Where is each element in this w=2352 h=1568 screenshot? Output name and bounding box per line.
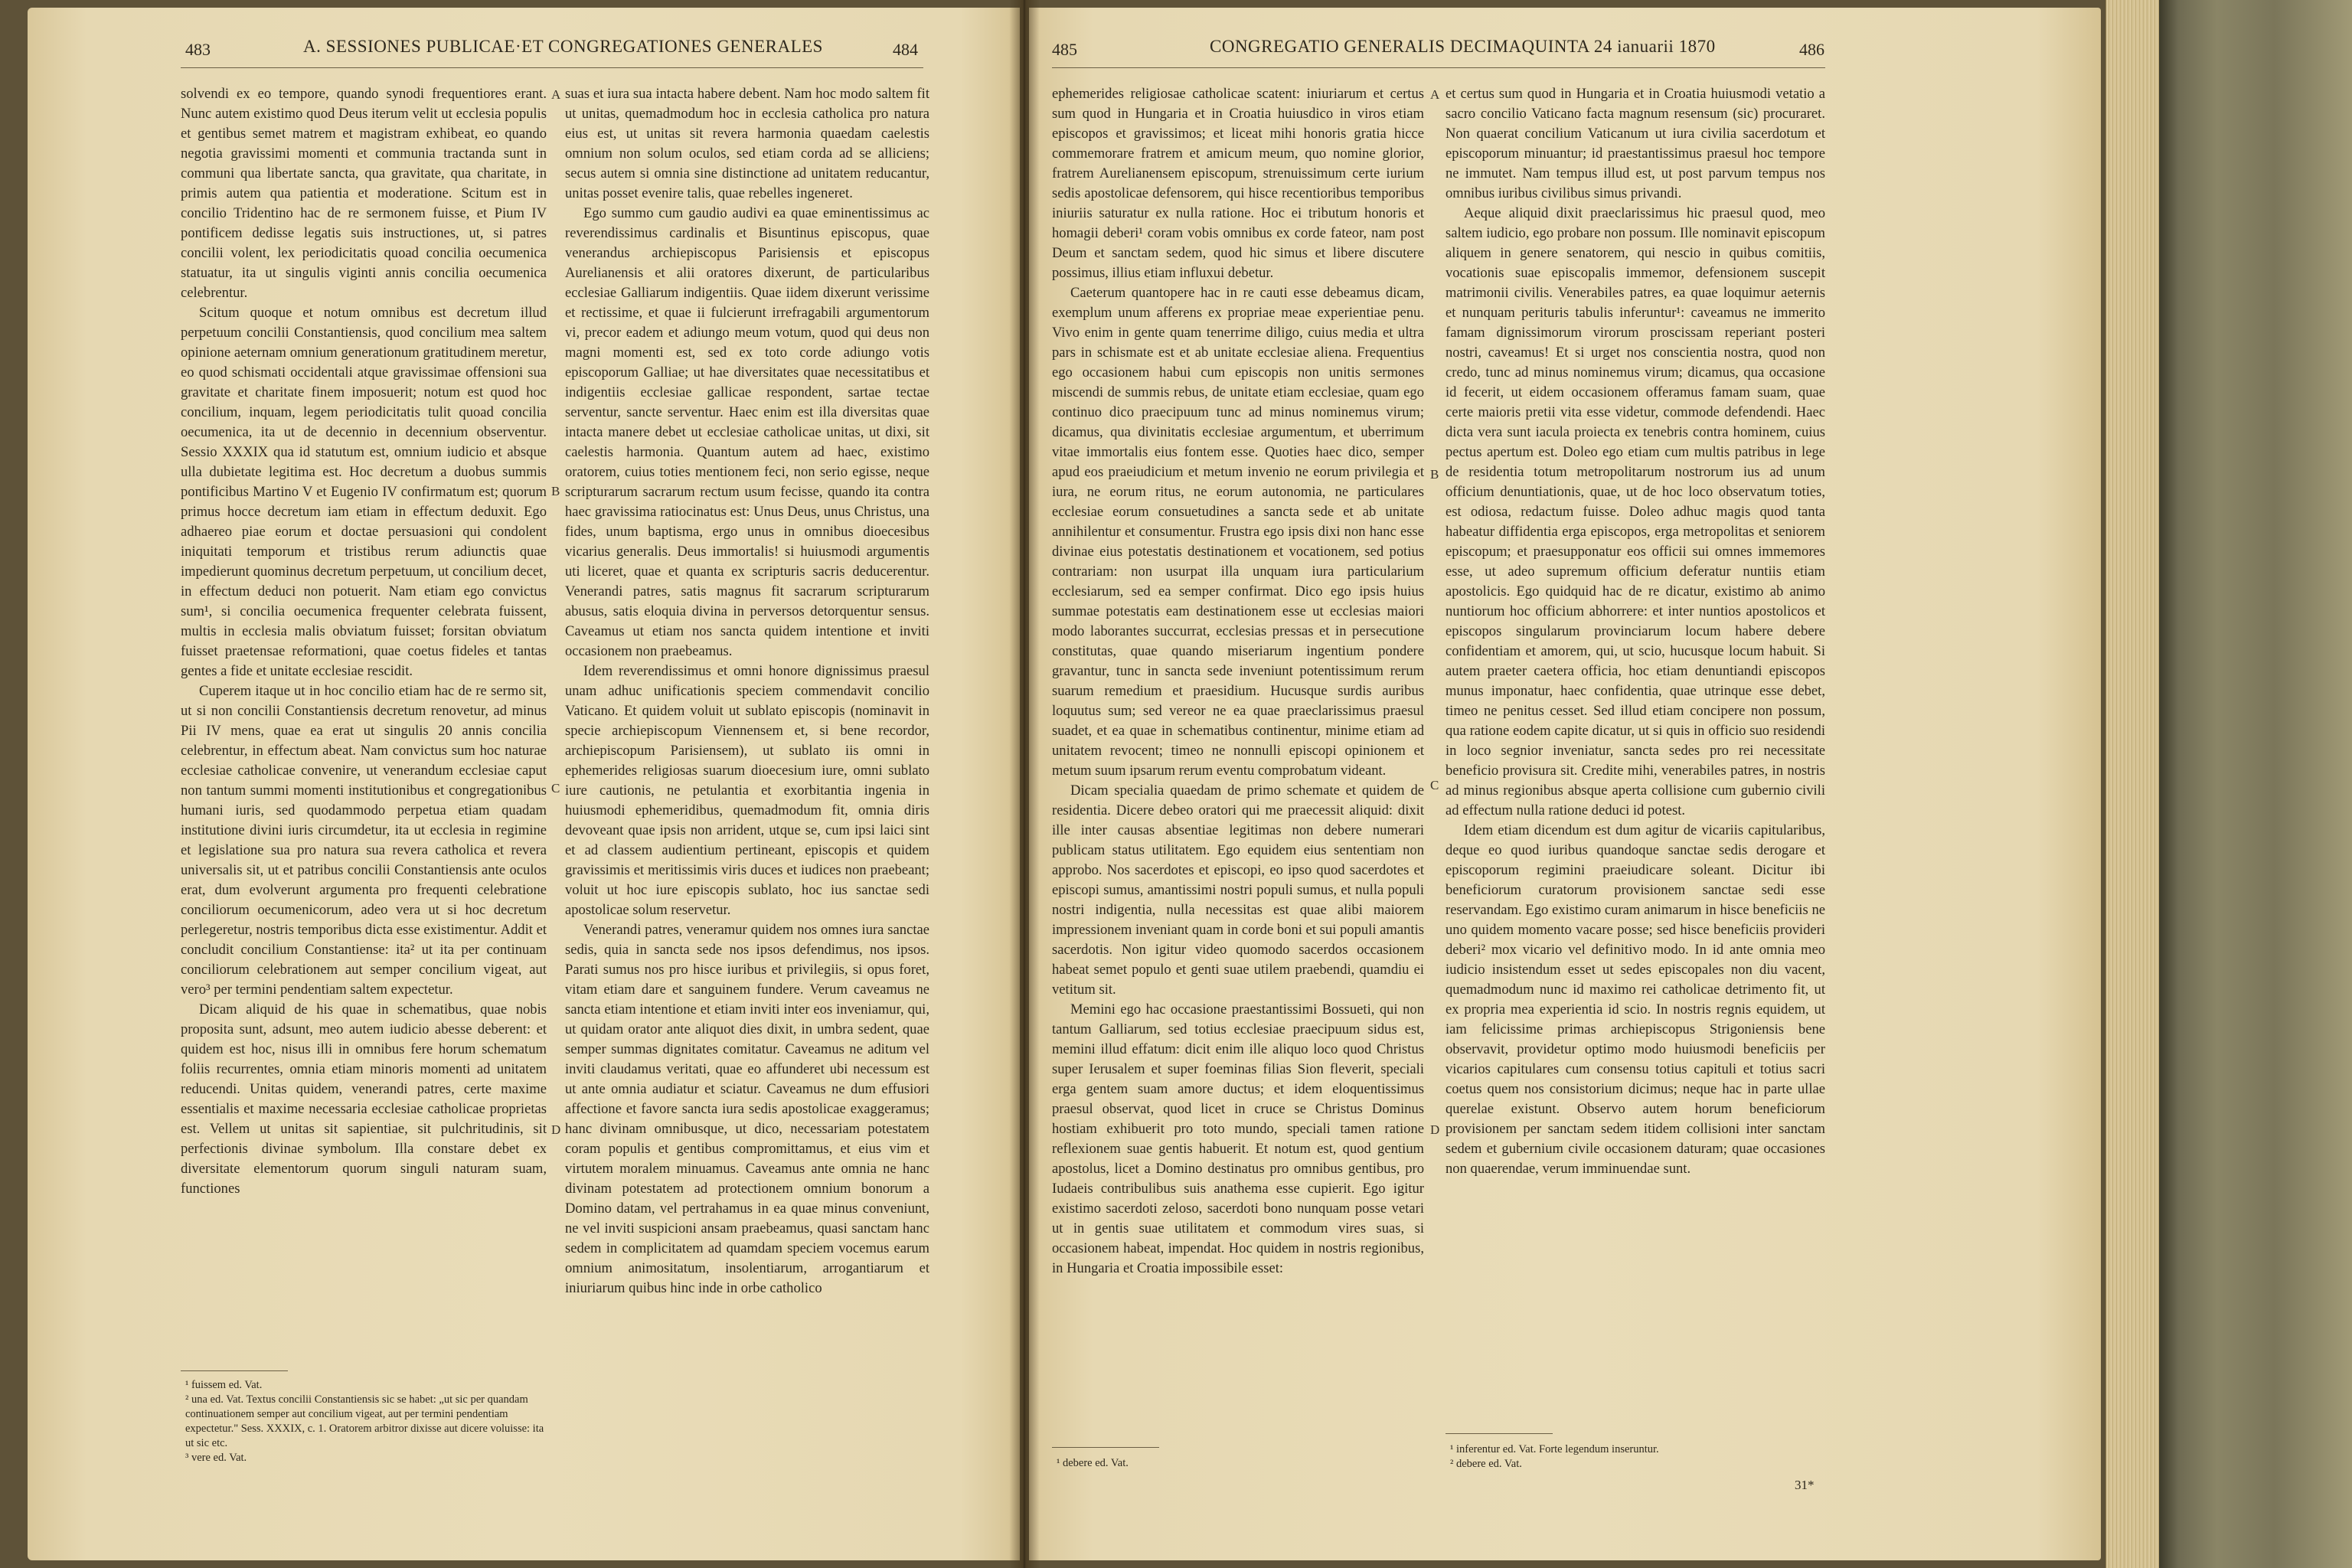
- section-marker: B: [551, 484, 560, 498]
- paragraph: Venerandi patres, veneramur quidem nos omnes iura sanctae sedis, quia in sancta sede nos ipsos defendimus, nos ipsos. Parati sumus nos pro hisce iuribus et privilegiis, si opus foret, vitam etiam dare et sanguinem fundere. Verum caveamus ne sancta etiam intentione et etiam inviti inter eos inveniamur, qui, ut quidam orator ante aliquot dies dixit, in umbra sedent, quae semper summas dignitates comitatur. Caveamus ne aditum vel inviti claudamus veritati, quae eo affunderet ubi necessum est ut ante omnia audiatur et sciatur. Caveamus ne dum effusiori affectione et favore sancta iura sedis apostolicae exaggeramus; hanc divinam omnibusque, ut dico, necessariam potestatem coram populis et gentibus compromittamus, et eius vim et virtutem moralem minuamus. Caveamus ante omnia ne hanc divinam potestatem ad protectionem omnium bonorum a Domino datam, vel pertrahamus in ea quae minus conveniunt, ne vel inviti suspicioni ansam praebeamus, quasi sanctam hanc sedem in complicitatem ad quamdam speciem vocemus earum omnium animositatum, insolentiarum, arrogantiarum et iniuriarum quibus hinc inde in orbe catholico: [565, 922, 929, 1296]
- section-marker: C: [551, 781, 560, 795]
- paragraph: et certus sum quod in Hungaria et in Croatia huiusmodi vetatio a sacro concilio Vaticano facta magnum resensum (sic) procuraret. Non quaerat concilium Vaticanum ut iura civilia sacerdotum et episcoporum minuantur; id praestantissimus praesul hoc tempore ne immutet. Nam tempus illud est, ut post parvum tempus nos omnibus iuribus civilibus simus privandi.: [1446, 86, 1825, 201]
- header-rule: [181, 67, 923, 68]
- page-number: 483: [185, 40, 211, 59]
- text-column-left: [181, 84, 547, 1199]
- footnote-rule: [1446, 1433, 1553, 1434]
- book-gutter: [1009, 0, 1040, 1568]
- footnote: ¹ fuissem ed. Vat.: [185, 1379, 263, 1391]
- section-marker: C: [1430, 778, 1439, 792]
- text-column-right: [565, 84, 929, 1298]
- paragraph: Caeterum quantopere hac in re cauti esse debeamus dicam, exemplum unum afferens ex propriae meae experientiae penu. Vivo enim in gente quam tenerrime diligo, cuius media et ultra pars in schismate est et ab unitate ecclesiae aliena. Frequentius ego occasionem habui cum episcopis non unitis sermones miscendi de summis rebus, de unitate etiam ecclesiae, quam ego continuo dico praecipuum tunc ad minus nominemus virum; dicamus, qua divinitatis ecclesiae argumentum, et uberrimum vitae immortalis eius fontem esse. Quoties haec dico, semper apud eos praeiudicium et metum invenio ne eorum privilegia et iura, ne eorum ritus, ne eorum autonomia, ne particulares ecclesiae eorum consuetudines a sancta sede et ab unitate annihilentur et consumentur. Frustra ego ipsis dixi non hanc esse divinae eius potestatis destinationem et vocationem, sed potius contrariam: non usurpat illa unquam iura particularium ecclesiarum, sed ea semper confirmat. Dico ego ipsis huius summae potestatis eam destinationem esse ut ecclesias maiori modo laborantes succurrat, ecclesias pressas et in persecutione constitutas, quae quando miseriarum ingentium pondere gravantur, tunc in sancta sede inveniunt potentissimum rerum suarum remedium et praesidium. Hucusque surdis auribus loquutus sum; sed vereor ne ea quae praeclarissimus praesul suadet, et ea quae in schematibus continentur, minime etiam ad unitatem revocent; timeo ne nonnulli episcopi opinionem et metum suum ipsarum rerum eventu comprobatum videant.: [1052, 285, 1424, 779]
- footnote-rule: [1052, 1447, 1159, 1448]
- text-column-right: [1446, 84, 1825, 1179]
- paragraph: Idem etiam dicendum est dum agitur de vicariis capitularibus, deque eo quod iuribus quandoque sanctae sedis derogare et episcoporum regimini praeiudicare soleant. Dicitur ibi beneficiorum curatorum provisionem sanctae sedi esse reservandam. Ego existimo curam animarum in hisce beneficiis ne uno quidem momento vacare posse; sed hisce beneficiis provideri deberi² mox vicario vel definitivo modo. In id ante omnia meo iudicio insistendum esset ut sedes episcopales non diu vacent, quemadmodum nunc id maximo rei catholicae detrimento fit, ut ex propria mea experientia id scio. In nostris regnis equidem, ut iam felicissime primas archiepiscopus Strigoniensis bene observavit, providetur optimo modo huiusmodi beneficiis per vicarios capitulares cum consensu totius capituli et totius sacri coetus quem nos consistorium dicimus; neque hac in parte ullae querelae existunt. Observo autem horum beneficiorum provisionem per sanctam sedem itidem collisioni inter sanctam sedem et gubernium civile occasionem daturam; quae occasiones non quaerendae, verum imminuendae sunt.: [1446, 822, 1825, 1177]
- paragraph: suas et iura sua intacta habere debent. Nam hoc modo saltem fit ut unitas, quemadmodum hoc in ecclesia catholica pro natura eius est, ut unitas sit revera harmonia quaedam caelestis omnium non solum oculos, sed etiam corda ad se alliciens; secus autem si omnia sine distinctione ad unitatem reducantur, unitas posset evenire talis, quae rebelles ingeneret.: [565, 86, 929, 201]
- book-binding: [2159, 0, 2352, 1568]
- left-page: [28, 8, 1020, 1560]
- running-header: CONGREGATIO GENERALIS DECIMAQUINTA 24 ianuarii 1870: [1210, 37, 1716, 56]
- page-edges: [2105, 0, 2160, 1568]
- paragraph: ephemerides religiosae catholicae scatent: iniuriarum et certus sum quod in Hungaria et in Croatia huiusdico in viros etiam episcopos et gravissimos; et liceat mihi honoris gratia hicce commemorare fratrem et amicum meum, quo nomine glorior, fratrem Aurelianensem episcopum, strenuissimum certe iurium sedis apostolicae defensorem, qui hisce recentioribus temporibus iniuriis saturatur ex nulla ratione. Hoc ei tributum honoris et homagii deberi¹ coram vobis omnibus ex corde fateor, nam post Deum et sanctam sedem, quod hic simus et libere discutere possimus, illius etiam influxui debetur.: [1052, 86, 1424, 281]
- paragraph: Scitum quoque et notum omnibus est decretum illud perpetuum concilii Constantiensis, quod concilium mea saltem opinione aeternam omnium generationum gratitudinem meretur, eo quod schismati occidentali atque gravissimae offensioni sua gravitate et charitate finem imposuerit; notum est quod hoc concilium, inquam, legem periodicitatis tulit quoad concilia oecumenica, ita ut de decennio in decennium observentur. Sessio XXXIX qua id statutum est, omnium iudicio et absque ulla dubietate legitima est. Hoc decretum a duobus summis pontificibus Martino V et Eugenio IV confirmatum est; quorum primus hocce decretum iam etiam in effectum deduxit. Ego adhaereo piae eorum et doctae persuasioni qui condolent iniquitati temporum et tristibus rerum adiunctis quae impedierunt quominus decretum perpetuum, ut concilium decet, in effectum deduci non potuerit. Nam etiam ego convictus sum¹, si concilia oecumenica frequenter celebrata fuissent, multis in ecclesia malis obviatum fuisset; forsitan obviatum fuisset praetensae reformationi, quae coetus fideles et tantas gentes a fide et unitate ecclesiae rescidit.: [181, 305, 547, 679]
- paragraph: Cuperem itaque ut in hoc concilio etiam hac de re sermo sit, ut si non concilii Constantiensis decretum renovetur, ad minus Pii IV mens, quae ea erat ut singulis 20 annis concilia celebrentur, in effectum abeat. Nam convictus sum hoc naturae ecclesiae catholicae convenire, ut venerandum ecclesiae caput non tantum summi momenti institutionibus et congregationibus humani iuris, sed quodammodo perpetua etiam quadam institutione divini iuris circumdetur, ita ut ecclesia in regimine et legislatione sua pro natura sua revera catholica et revera universalis sit, ut et patribus concilii Constantiensis ante oculos erat, dum evolverunt argumenta pro frequenti celebratione conciliorum oecumenicorum, adeo vera ut si hoc decretum perlegeretur, nostris temporibus dicta esse existimentur. Addit et concludit concilium Constantiense: ita² ut ita per continuam conciliorum celebrationem aut semper concilium vigeat, aut vero³ per termini pendentiam saltem expectetur.: [181, 683, 547, 998]
- page-number: 484: [893, 40, 918, 59]
- footnote: ¹ debere ed. Vat.: [1057, 1457, 1129, 1469]
- section-marker: D: [1430, 1122, 1440, 1137]
- running-header: A. SESSIONES PUBLICAE·ET CONGREGATIONES GENERALES: [303, 37, 823, 56]
- right-page: [1029, 8, 2101, 1560]
- footnotes: [1450, 1442, 1818, 1472]
- paragraph: solvendi ex eo tempore, quando synodi frequentiores erant. Nunc autem existimo quod Deus iterum velit ut ecclesia populis et gentibus semet matrem et magistram exhibeat, eo quando negotia gravissimi momenti et communia tractanda sunt in communi qua libertate sancta, qua gravitate, qua charitate, in primis autem qua patientia et moderatione. Scitum est in concilio Tridentino hac de re sermonem fuisse, et Pium IV pontificem dedisse legatis suis instructiones, ut, si patres concilii volent, lex periodicitatis quoad concilia oecumenica statuatur, ita ut singulis viginti annis concilia oecumenica celebrentur.: [181, 86, 547, 301]
- paragraph: Dicam specialia quaedam de primo schemate et quidem de residentia. Dicere debeo oratori qui me praecessit aliquid: dixit ille inter causas absentiae legitimas non debere numerari publicam status utilitatem. Ego equidem eius sententiam non approbo. Nos sacerdotes et episcopi, eo ipso quod sacerdotes et episcopi sumus, amantissimi nostri populi sumus, et nulla populi nostri indigentia, nulla necessitas est quae alibi maiorem impressionem inveniant quam in corde boni et sui populi amantis sacerdotis. Non igitur video quomodo sacerdos occasionem habeat semet populo et genti suae utilem praebendi, quamdiu ei vetitum sit.: [1052, 782, 1424, 998]
- footnote-rule: [181, 1370, 288, 1371]
- section-marker: A: [551, 87, 561, 102]
- section-marker: B: [1430, 467, 1439, 482]
- paragraph: Idem reverendissimus et omni honore dignissimus praesul unam adhuc unificationis speciem commendavit concilio Vaticano. Et quidem voluit ut sublato episcopis (nominavit in specie archiepiscopum Viennensem et, si bene recordor, archiepiscopum Parisiensem), ut sublato iis omni in ephemerides religiosas suarum dioecesium iure, omni sublato iure cautionis, ne petulantia et exorbitantia ingenia in huiusmodi ephemeridibus, quemadmodum fit, omnia diris devoveant quae ipsis non arrident, utque se, cum ipsi laici sint et ad classem audientium pertineant, episcopis et quidem gravissimis et meritissimis viris duces et iudices non praebeant; voluit ut hoc iure episcopis sublato, hoc ius sanctae sedi apostolicae solum reservetur.: [565, 663, 929, 918]
- header-rule: [1052, 67, 1825, 68]
- footnotes: [185, 1378, 545, 1465]
- section-marker: A: [1430, 87, 1440, 102]
- text-column-left: [1052, 84, 1424, 1279]
- paragraph: Ego summo cum gaudio audivi ea quae eminentissimus ac reverendissimus cardinalis et Bisuntinus episcopus, quae venerandus archiepiscopus Parisiensis et episcopus Aurelianensis et alii oratores dixerunt, de particularibus ecclesiae Galliarum indigentiis. Quae iidem dixerunt verissime et rectissime, et quae ii fulcierunt irrefragabili argumentorum vi, precor eadem et adiungo meum votum, quod qui deus non magni momenti est, sed ex toto corde adiungo votis episcoporum Galliae; ut hae diversitates quae necessitatibus et indigentiis ecclesiae gallicae respondent, sartae tectae serventur, sancte serventur. Haec enim est illa diversitas quae intacta manere debet ut ecclesiae catholicae unitas, ut dixi, sit caelestis harmonia. Quantum autem ad haec, existimo oratorem, cuius toties mentionem feci, non serio egisse, neque scripturarum sacrarum rectum usum fecisse, quando ita contra haec gravissima ratiocinatus est: Unus Deus, unus Christus, una fides, unum baptisma, ergo unus in omnibus dioecesibus vicarius generalis. Deus immortalis! si huiusmodi argumentis uti liceret, quae et quanta ex scripturis sacris deducerentur. Venerandi patres, satis magnus fit sacrarum scripturarum abusus, satis eloquia divina in perversos detorquentur sensus. Caveamus ut etiam nos sancta quidem intentione et inviti occasionem non praebeamus.: [565, 205, 929, 659]
- paragraph: Dicam aliquid de his quae in schematibus, quae nobis proposita sunt, adsunt, meo autem iudicio abesse deberent: et quidem est hoc, nisus illi in omnibus fere horum schematum foliis recurrentes, omnia etiam minoris momenti ad unitatem reducendi. Unitas quidem, venerandi patres, certe maxime essentialis et maxime necessaria ecclesiae catholicae proprietas est. Vellem ut unitas sit sapientiae, sit pulchritudinis, sit perfectionis divinae symbolum. Illa constare debet ex diversitate elementorum quorum singuli naturam suam, functiones: [181, 1001, 547, 1197]
- paragraph: Memini ego hac occasione praestantissimi Bossueti, qui non tantum Galliarum, sed totius ecclesiae praecipuum sidus est, memini illud effatum: dicit enim ille aliquo loco quod Christus super Ierusalem et super foeminas filias Sion fleverit, speciali erga gentem suam amore ductus; et idem eloquentissimus praesul observat, quod licet in cruce se Christus Dominus hostiam exhibuerit pro toto mundo, speciali tamen ratione reflexionem suae gentis habuerit. Et notum est, quod gentium apostolus, licet a Domino destinatus pro omnibus gentibus, pro Iudaeis contribulibus suis anathema esse cupierit. Ego igitur existimo sacerdoti zeloso, sacerdoti bono nunquam posse vetari ut in gentis suae utilitatem et commodum vires suas, si occasionem habeat, impendat. Hoc quidem in nostris regionibus, in Hungaria et Croatia impossibile esset:: [1052, 1001, 1424, 1276]
- page-number: 485: [1052, 40, 1077, 59]
- footnotes: [1057, 1456, 1416, 1471]
- signature-mark: 31*: [1795, 1478, 1815, 1492]
- paragraph: Aeque aliquid dixit praeclarissimus hic praesul quod, meo saltem iudicio, ego probare non possum. Ille nominavit episcopum aliquem in genere senatorem, qui nescio in quibus comitiis, vocationis suae episcopalis immemor, defensionem suscepit matrimonii civilis. Venerabiles patres, ea quae loquimur aeternis et nunquam perituris tabulis inferuntur¹: caveamus ne immerito famam dignissimorum virorum proscissam reperiant posteri nostri, caveamus! Et si urget nos conscientia nostra, quod non credo, tunc ad minus nominemus virum; dicamus, qua occasione id fecerit, ut eidem occasionem offeramus famam suam, quae certe maioris pretii vita esse videtur, commode defendendi. Haec dicta vera sunt iacula proiecta ex tenebris contra hominem, cuius pectus apertum est. Doleo ego etiam cum multis patribus in lege de residentia totum metropolitarum nostrorum ius ad unum officium denuntiationis, quae, ut de hoc loco observatum toties, est odiosa, redactum fuisse. Doleo adhuc magis quod tanta habeatur diffidentia erga episcopos, erga metropolitas et seniorem episcopum; et praesupponatur eos officii sui omnes immemores esse, ut adeo supremum officium deferatur nuntiis etiam apostolicis. Ego quidquid hac de re dicatur, existimo ab animo nuntiorum hoc officium abhorrere: et inter nuntios apostolicos et episcopos singularum provinciarum locum habere debere confidentiam et amorem, qui, ut scio, hucusque locum habuit. Si autem praeter caetera officia, hoc etiam denuntiandi episcopos munus imponatur, haec confidentia, quae utrinque esse debet, timeo ne penitus cesset. Sed illud etiam concipere non possum, qua ratione eodem capite dicatur, ut si quis in officio suo residendi in loco segnior inveniatur, sancta sedes pro rei necessitate beneficio provisura sit. Credite mihi, venerabiles patres, in nostris ad minus regionibus absque aperta collisione cum gubernio civili ad effectum nulla ratione deduci id potest.: [1446, 205, 1825, 818]
- footnote: ¹ inferentur ed. Vat. Forte legendum inseruntur.: [1450, 1443, 1659, 1455]
- footnote: ² debere ed. Vat.: [1450, 1458, 1522, 1470]
- section-marker: D: [551, 1122, 561, 1137]
- footnote: ³ vere ed. Vat.: [185, 1452, 247, 1464]
- footnote: ² una ed. Vat. Textus concilii Constantiensis sic se habet: „ut sic per quandam continuationem semper aut concilium vigeat, aut per termini pendentiam expectetur." Sess. XXXIX, c. 1. Oratorem arbitror dixisse aut dicere voluisse: ita ut sic etc.: [185, 1393, 544, 1449]
- page-number: 486: [1799, 40, 1824, 59]
